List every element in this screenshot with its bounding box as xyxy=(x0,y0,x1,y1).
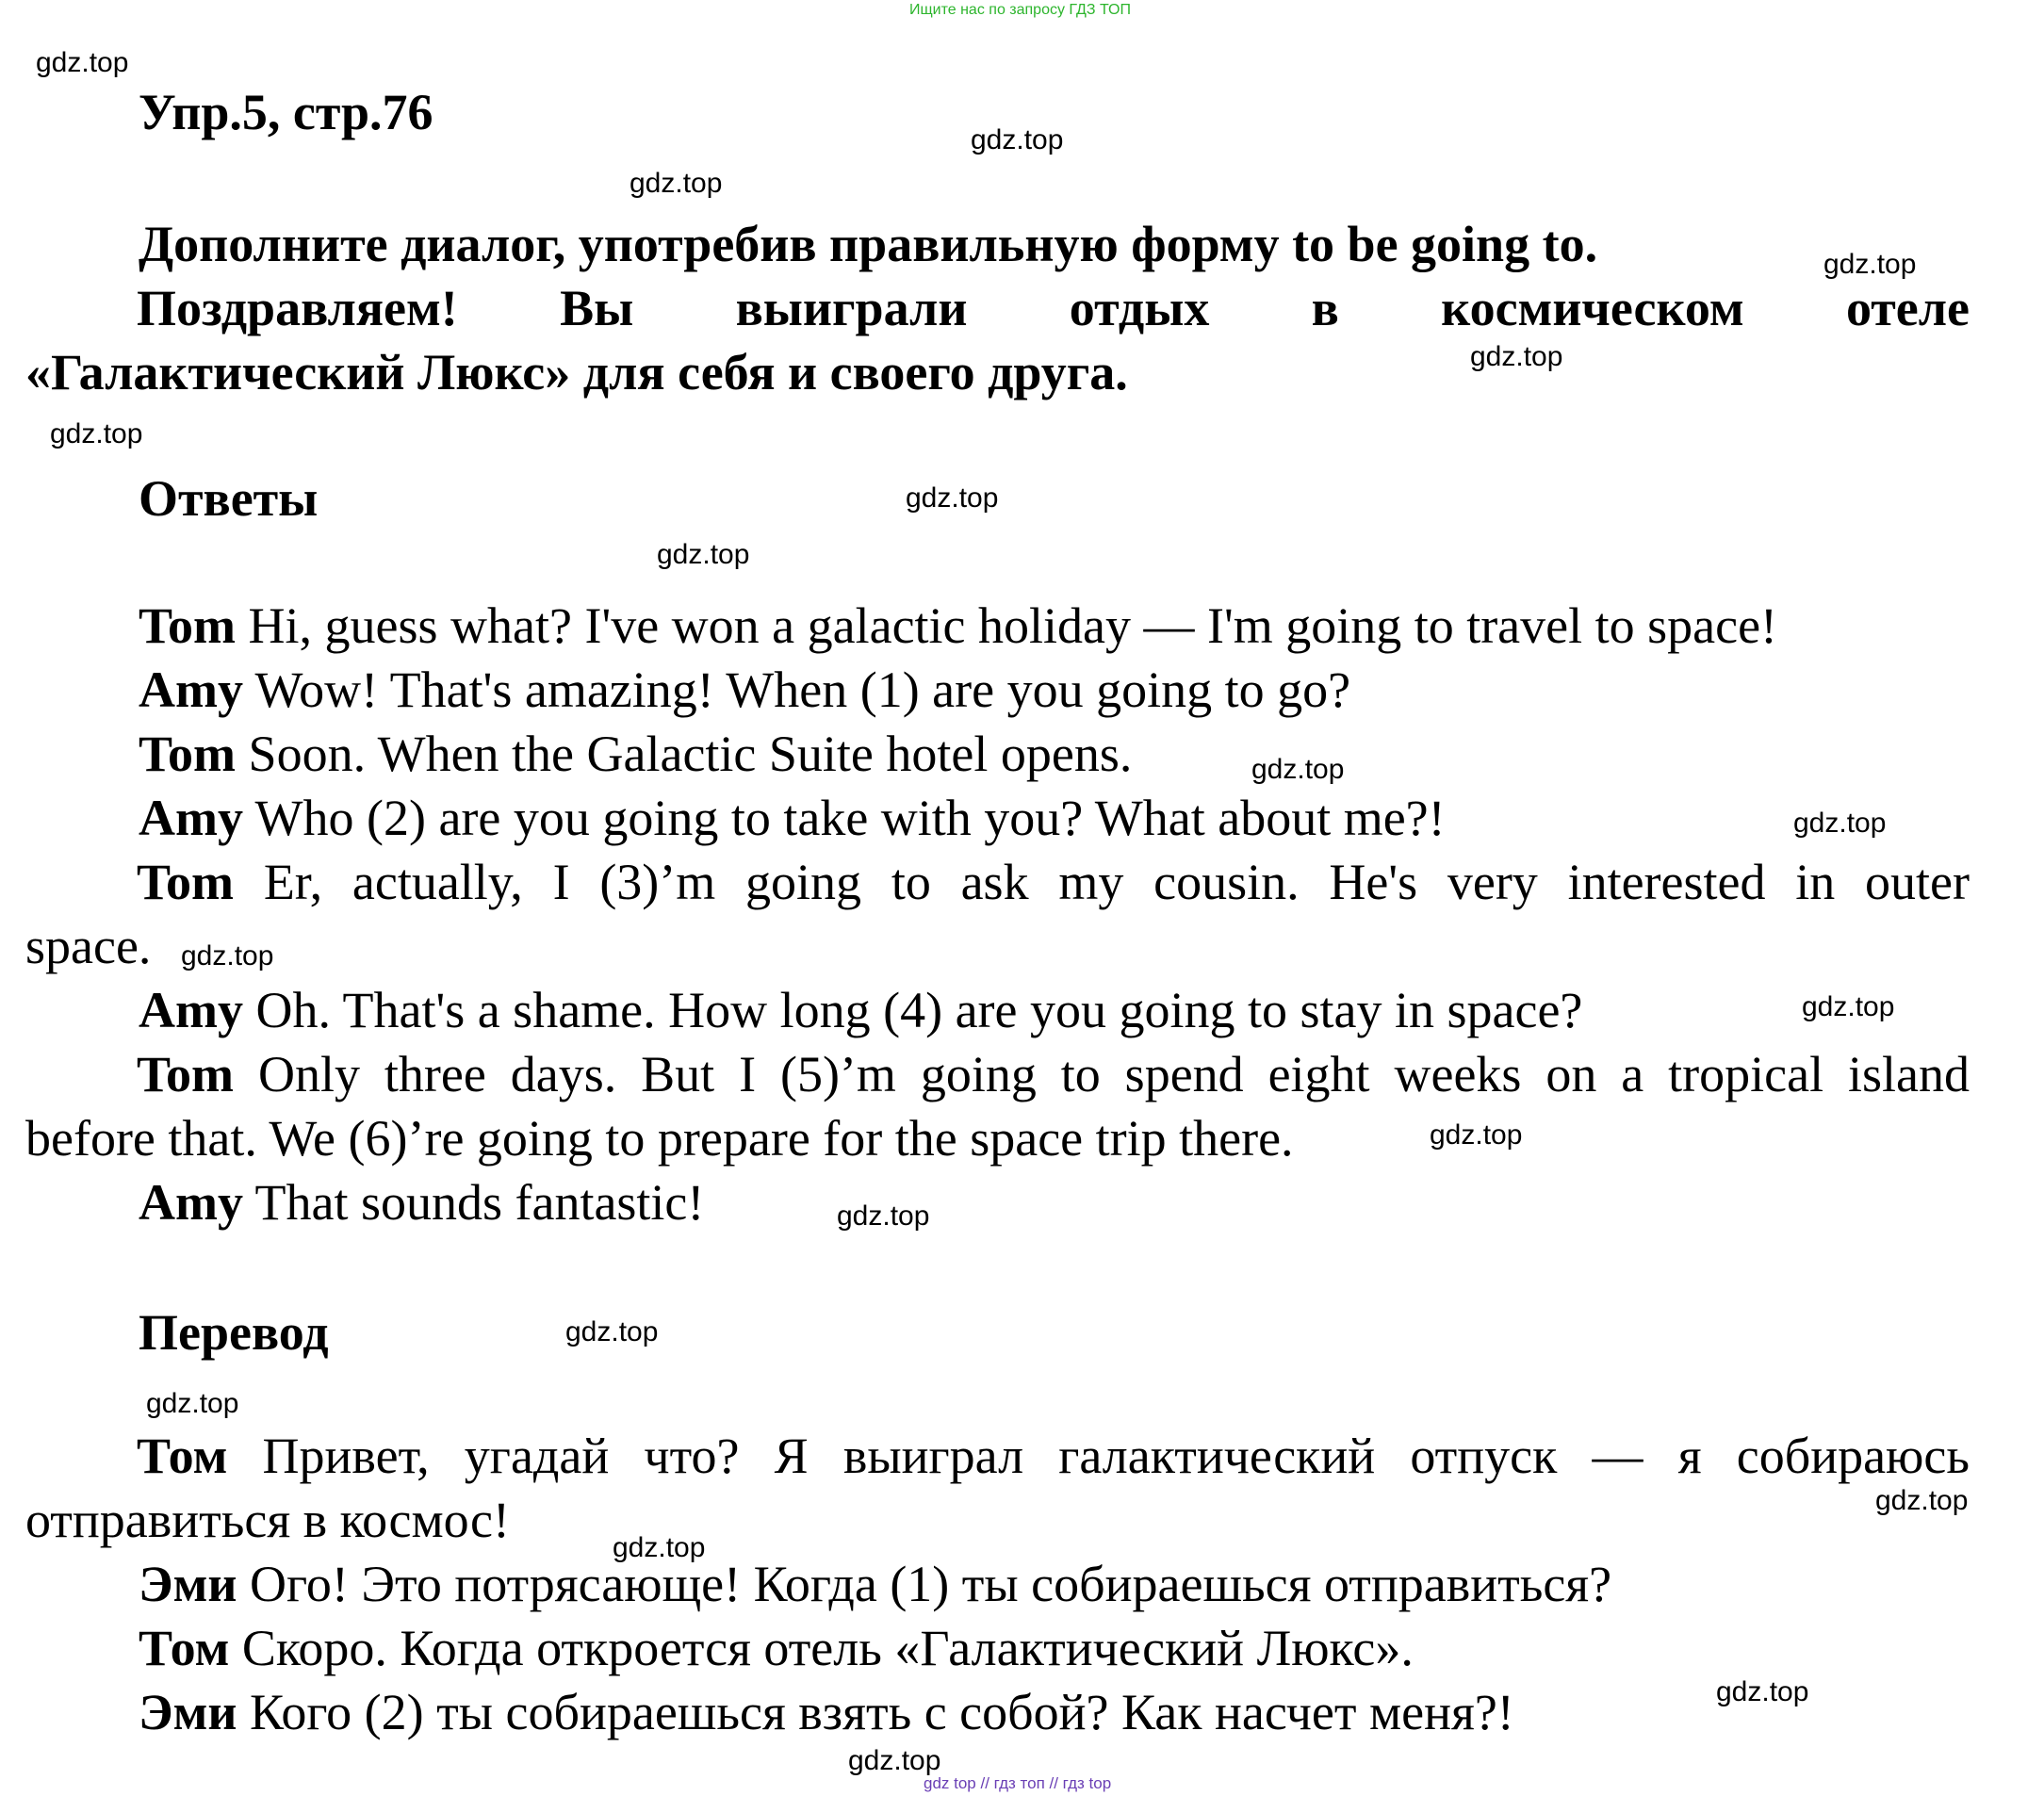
speaker: Tom xyxy=(137,1046,235,1102)
watermark: gdz.top xyxy=(1470,341,1563,372)
speaker: Эми xyxy=(139,1684,237,1740)
dialogue-line xyxy=(139,596,1777,655)
dialogue-line xyxy=(139,981,1582,1039)
watermark: gdz.top xyxy=(613,1532,706,1563)
line-text: Er, actually, I (3)’m going to ask my cousin. He's very interested in outer xyxy=(234,854,1970,910)
speaker: Amy xyxy=(139,982,243,1038)
speaker: Tom xyxy=(139,726,237,782)
watermark: gdz.top xyxy=(630,168,723,199)
watermark: gdz.top xyxy=(36,47,129,78)
line-text: That sounds fantastic! xyxy=(242,1174,705,1231)
line-text: Who (2) are you going to take with you? What about me?! xyxy=(242,790,1446,846)
translation-line xyxy=(139,1683,1514,1741)
dialogue-line xyxy=(139,789,1446,847)
translation-line-cont: отправиться в космос! xyxy=(25,1492,510,1548)
task-line-2: Поздравляем! Вы выиграли отдых в космическом отеле xyxy=(137,280,1970,336)
watermark: gdz.top xyxy=(1430,1119,1523,1151)
watermark: gdz.top xyxy=(1251,754,1345,785)
watermark: gdz.top xyxy=(848,1745,941,1776)
dialogue-line xyxy=(139,661,1350,719)
top-search-note: Ищите нас по запросу ГДЗ ТОП xyxy=(909,2,1131,18)
watermark: gdz.top xyxy=(906,482,999,514)
watermark: gdz.top xyxy=(837,1200,930,1232)
dialogue-line xyxy=(139,725,1132,783)
line-text: Oh. That's a shame. How long (4) are you going to stay in space? xyxy=(242,982,1583,1038)
line-text: Hi, guess what? I've won a galactic holiday — I'm going to travel to space! xyxy=(236,597,1778,654)
line-text: Кого (2) ты собираешься взять с собой? Как насчет меня?! xyxy=(237,1684,1514,1740)
answers-heading: Ответы xyxy=(139,470,319,527)
speaker: Amy xyxy=(139,661,243,718)
task-line-3: «Галактический Люкс» для себя и своего друга. xyxy=(25,344,1128,400)
exercise-title: Упр.5, стр.76 xyxy=(139,84,433,140)
speaker: Amy xyxy=(139,790,243,846)
watermark: gdz.top xyxy=(146,1388,239,1419)
speaker: Tom xyxy=(139,597,237,654)
watermark: gdz.top xyxy=(1802,991,1895,1022)
line-text: Soon. When the Galactic Suite hotel opens. xyxy=(236,726,1133,782)
translation-line xyxy=(139,1619,1414,1677)
translation-line xyxy=(137,1427,1970,1485)
speaker: Том xyxy=(139,1620,230,1676)
line-text: Привет, угадай что? Я выиграл галактический отпуск — я собираюсь xyxy=(227,1428,1970,1484)
translation-heading: Перевод xyxy=(139,1304,329,1361)
watermark: gdz.top xyxy=(1793,808,1887,839)
translation-line xyxy=(139,1555,1611,1613)
line-text: Скоро. Когда откроется отель «Галактический Люкс». xyxy=(229,1620,1414,1676)
watermark: gdz.top xyxy=(1823,249,1917,280)
speaker: Amy xyxy=(139,1174,243,1231)
task-line-1: Дополните диалог, употребив правильную форму to be going to. xyxy=(139,216,1598,272)
dialogue-line xyxy=(137,1045,1970,1103)
watermark: gdz.top xyxy=(565,1316,659,1347)
footer-note: gdz top // гдз топ // гдз top xyxy=(924,1774,1112,1792)
watermark: gdz.top xyxy=(50,418,143,449)
speaker: Эми xyxy=(139,1556,237,1612)
line-text: Only three days. But I (5)’m going to spend eight weeks on a tropical island xyxy=(234,1046,1970,1102)
speaker: Tom xyxy=(137,854,235,910)
watermark: gdz.top xyxy=(1716,1676,1809,1707)
watermark: gdz.top xyxy=(657,539,750,570)
line-text: Wow! That's amazing! When (1) are you going to go? xyxy=(242,661,1351,718)
dialogue-line xyxy=(139,1173,704,1232)
dialogue-line xyxy=(137,853,1970,911)
watermark: gdz.top xyxy=(1875,1485,1969,1516)
dialogue-line-cont: before that. We (6)’re going to prepare for the space trip there. xyxy=(25,1110,1294,1167)
dialogue-line-cont: space. xyxy=(25,918,152,974)
line-text: Ого! Это потрясающе! Когда (1) ты собираешься отправиться? xyxy=(237,1556,1612,1612)
watermark: gdz.top xyxy=(971,124,1064,155)
watermark: gdz.top xyxy=(181,940,274,971)
speaker: Том xyxy=(137,1428,228,1484)
